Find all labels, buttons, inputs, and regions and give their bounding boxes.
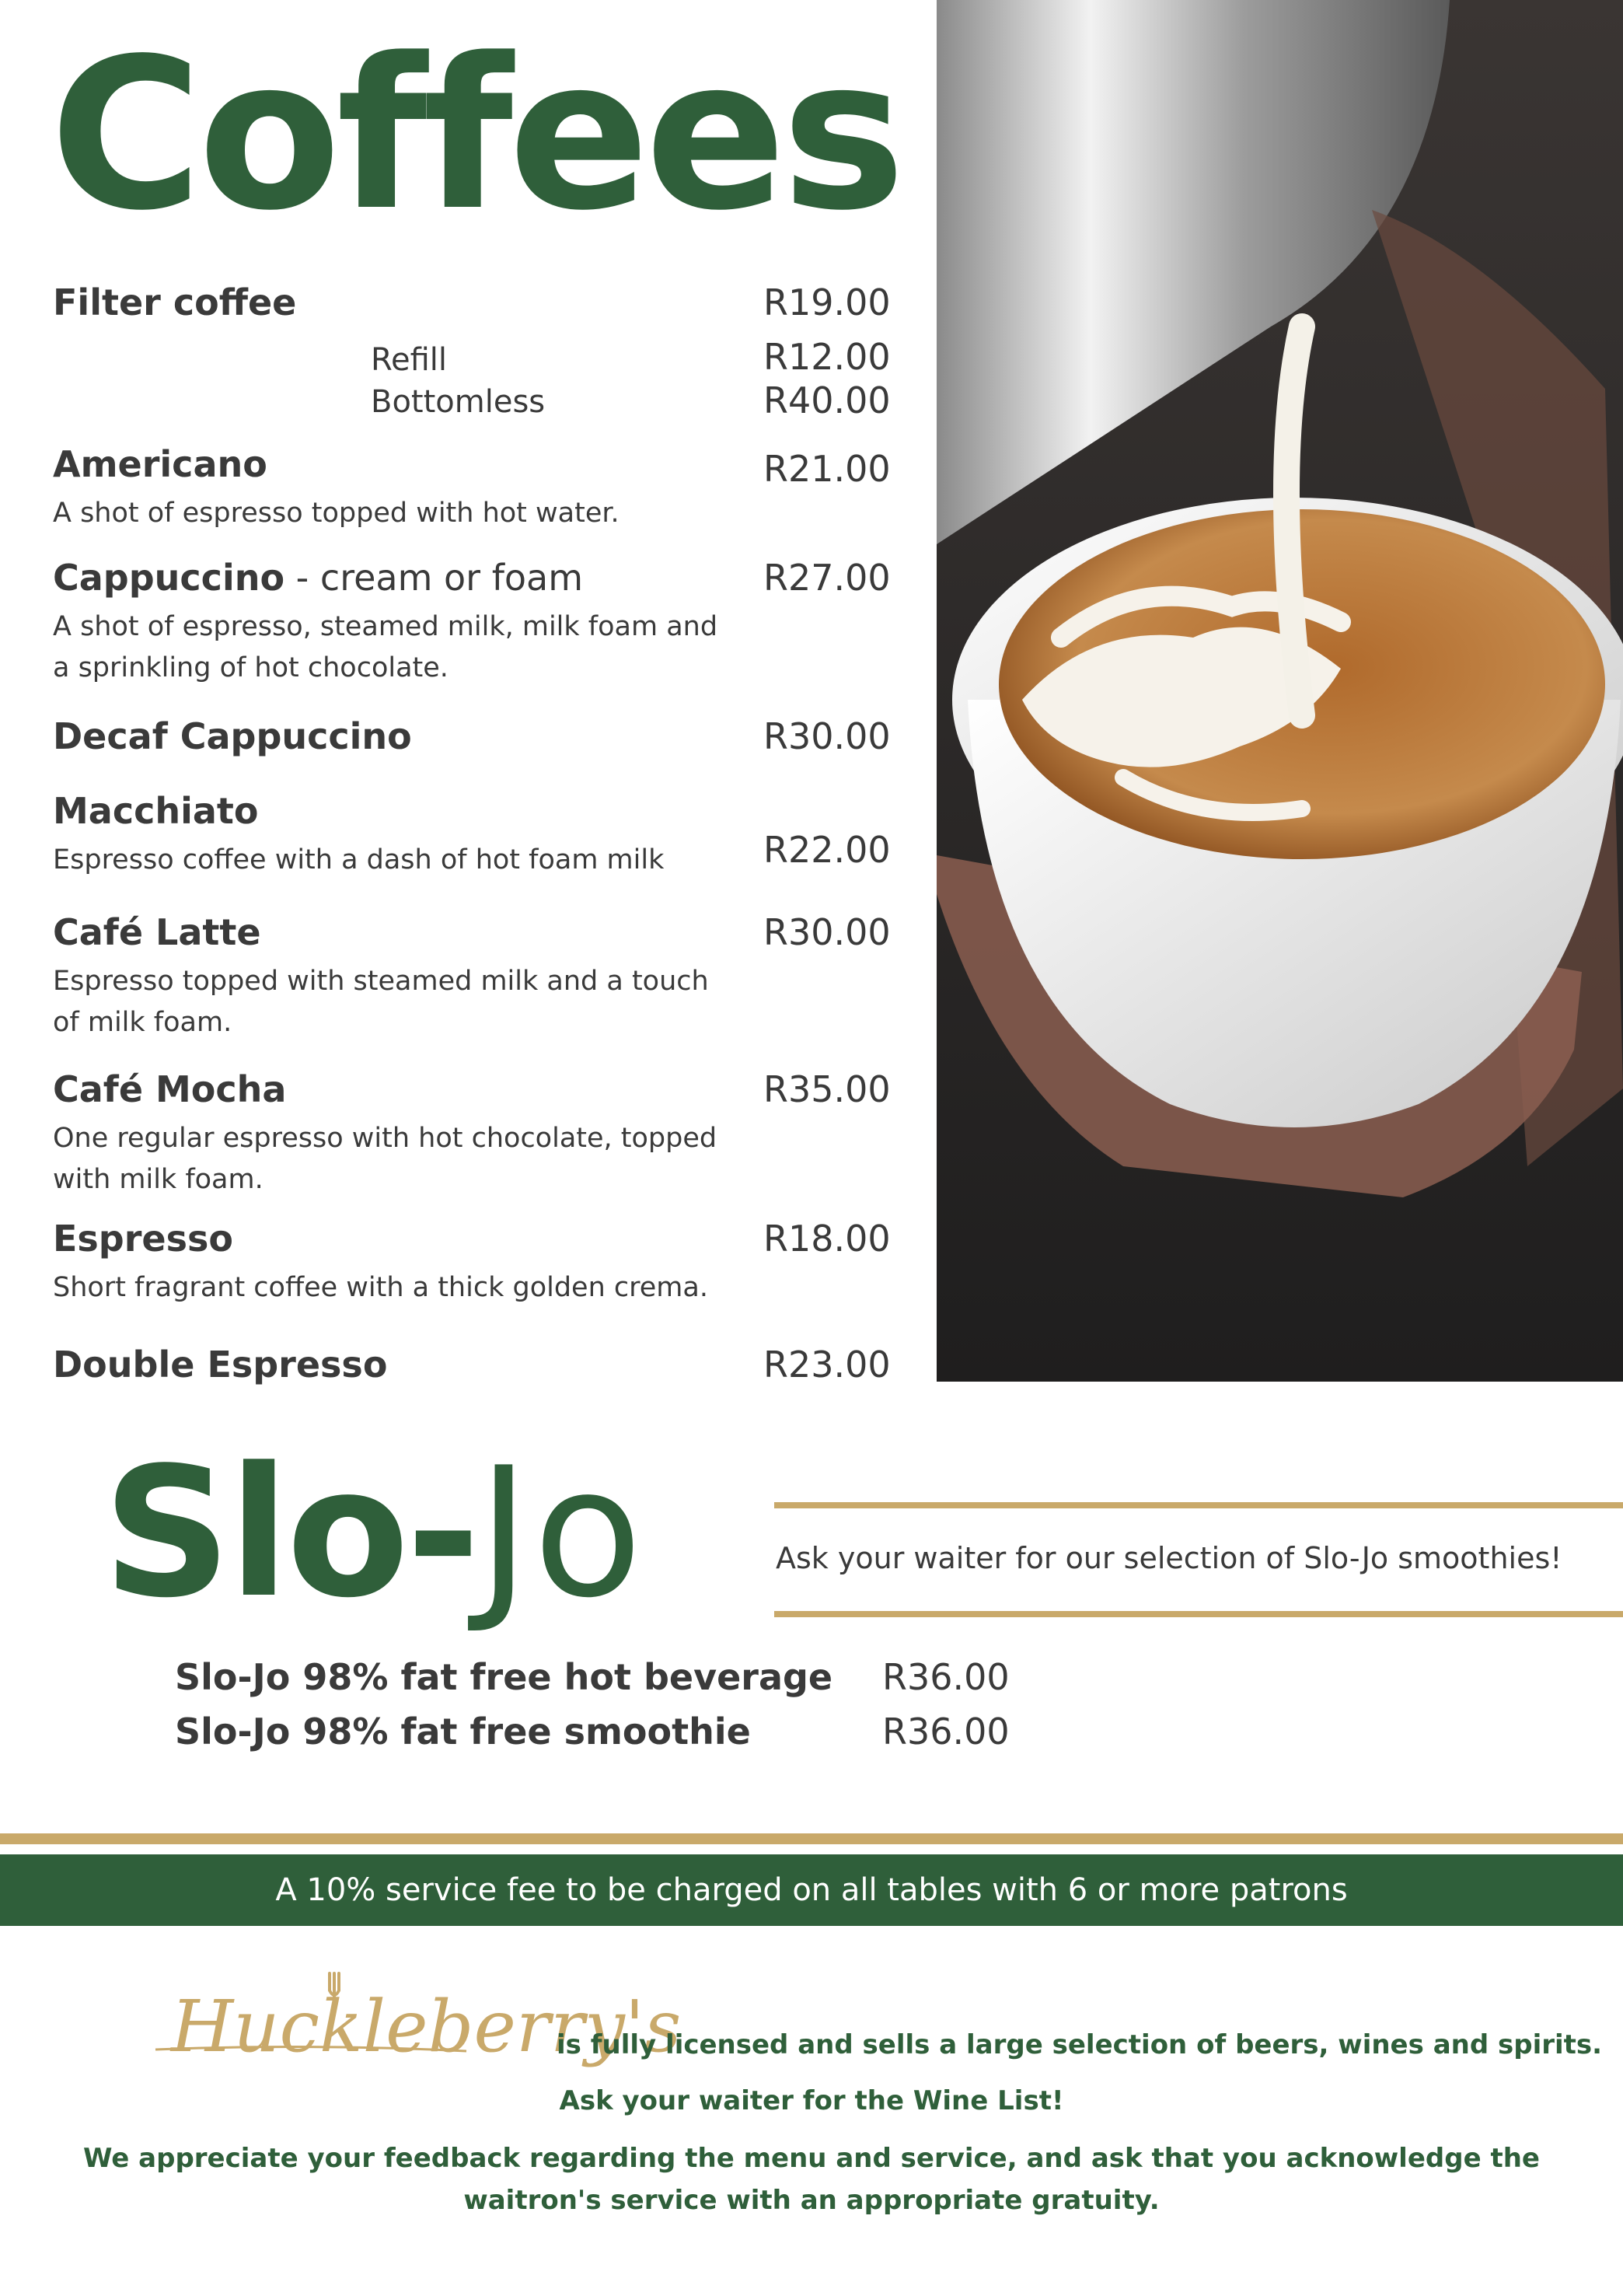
- slojo-hot-beverage-name: Slo-Jo 98% fat free hot beverage: [175, 1656, 833, 1698]
- item-cappuccino-variant: - cream or foam: [284, 557, 584, 599]
- item-americano-desc: A shot of espresso topped with hot water.: [53, 498, 620, 529]
- item-cafe-mocha-name: Café Mocha: [53, 1068, 287, 1110]
- footer-gold-divider: [0, 1833, 1623, 1844]
- item-cafe-mocha-desc: One regular espresso with hot chocolate, topped with milk foam.: [53, 1123, 717, 1195]
- latte-photo-graphic: [937, 0, 1623, 1382]
- item-espresso-desc: Short fragrant coffee with a thick golden crema.: [53, 1272, 708, 1303]
- slojo-title-light: Jo: [476, 1430, 646, 1637]
- item-decaf-cappuccino-price: R30.00: [763, 715, 891, 757]
- latte-art-photo: [937, 0, 1623, 1382]
- item-filter-refill-price: R12.00: [763, 336, 891, 378]
- item-cafe-latte-name: Café Latte: [53, 911, 261, 953]
- huckleberrys-logo-text: Huckleberry's: [171, 1985, 682, 2068]
- item-americano-price: R21.00: [763, 448, 891, 490]
- slojo-hot-beverage-price: R36.00: [882, 1656, 1010, 1698]
- huckleberrys-logo: [155, 1966, 682, 2082]
- slojo-bottom-divider: [774, 1611, 1623, 1617]
- slojo-title: [103, 1430, 646, 1637]
- slojo-note: Ask your waiter for our selection of Slo-Jo smoothies!: [776, 1541, 1562, 1575]
- item-espresso-price: R18.00: [763, 1218, 891, 1260]
- item-cafe-latte-price: R30.00: [763, 911, 891, 953]
- item-cafe-mocha-price: R35.00: [763, 1068, 891, 1110]
- item-filter-bottomless-label: Bottomless: [371, 384, 546, 420]
- footer-feedback-text-2: waitron's service with an appropriate gratuity.: [463, 2185, 1160, 2216]
- item-macchiato-desc: Espresso coffee with a dash of hot foam milk: [53, 844, 665, 875]
- item-double-espresso-name: Double Espresso: [53, 1344, 388, 1386]
- huckleberrys-logo-graphic: [155, 1966, 682, 2082]
- slojo-smoothie-name: Slo-Jo 98% fat free smoothie: [175, 1711, 751, 1753]
- item-cappuccino-name: [53, 557, 583, 599]
- service-fee-banner: A 10% service fee to be charged on all tables with 6 or more patrons: [0, 1854, 1623, 1926]
- item-americano-name: Americano: [53, 443, 267, 485]
- item-macchiato-name: Macchiato: [53, 790, 259, 832]
- item-filter-bottomless-price: R40.00: [763, 379, 891, 421]
- item-filter-refill-label: Refill: [371, 342, 448, 378]
- item-cappuccino-desc: A shot of espresso, steamed milk, milk foam and a sprinkling of hot chocolate.: [53, 611, 718, 683]
- footer-feedback-text-1: We appreciate your feedback regarding the menu and service, and ask that you acknowledge the: [82, 2143, 1540, 2174]
- slojo-smoothie-price: R36.00: [882, 1711, 1010, 1753]
- footer-wine-list-text: Ask your waiter for the Wine List!: [559, 2085, 1064, 2116]
- item-espresso-name: Espresso: [53, 1218, 233, 1260]
- item-filter-coffee-price: R19.00: [763, 281, 891, 323]
- slojo-title-bold: Slo-: [103, 1430, 477, 1637]
- item-macchiato-price: R22.00: [763, 829, 891, 871]
- item-double-espresso-price: R23.00: [763, 1344, 891, 1386]
- page-title: Coffees: [50, 14, 902, 257]
- item-cappuccino-title: Cappuccino: [53, 557, 285, 599]
- footer-licensed-text: is fully licensed and sells a large selection of beers, wines and spirits.: [557, 2029, 1603, 2060]
- item-decaf-cappuccino-name: Decaf Cappuccino: [53, 715, 412, 757]
- item-cafe-latte-desc: Espresso topped with steamed milk and a touch of milk foam.: [53, 966, 709, 1038]
- slojo-top-divider: [774, 1502, 1623, 1508]
- item-filter-coffee-name: Filter coffee: [53, 281, 297, 323]
- item-cappuccino-price: R27.00: [763, 557, 891, 599]
